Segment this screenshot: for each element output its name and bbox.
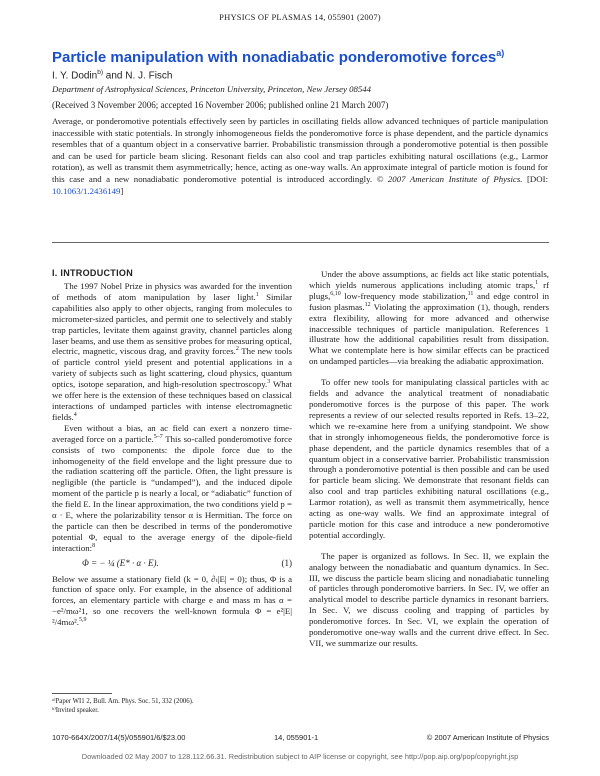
text: Under the above assumptions, ac fields act like static potentials, which yields numerous applications including atomic traps, xyxy=(309,269,549,290)
paragraph: To offer new tools for manipulating classical particles with ac fields and advance the analytical treatment of nonadiabatic ponderomotive forces is the purpose of this paper. The work represents a review of our selected results reported in Refs. 13–22, which we re-examine here from a unifying standpoint. We show that in strongly inhomogeneous fields, the ponderomotive force is phase dependent, and the particle dynamics resembles that of a quantum object in a conservative barrier. Probabilistic transmission through a ponderomotive potential is then possible and can be used for particle beam slicing. We demonstrate that resonant fields can also cool and trap particles exhibiting natural oscillations (e.g., Larmor rotation), as well as transmit them asymmetrically, hence acting as one-way walls. We find an approximate integral of particle motion for this case and introduce a new ponderomotive potential accordingly. xyxy=(309,377,549,540)
text: Even without a bias, an ac field can exert a nonzero time-averaged force on a particle. xyxy=(52,422,292,444)
doi-suffix: ] xyxy=(120,185,124,196)
text: Violating the approximation (1), though, renders extra flexibility, allowing for more advanced and otherwise inaccessible techniques of particle manipulation. References 1 illustrate how the additional capabilities result from dissipation. What we contemplate here is how similar effects can be practiced on undamped particles—via breaking the adiabatic approximation. xyxy=(309,301,549,367)
paragraph xyxy=(52,423,292,554)
ref[interactable]: 11 xyxy=(467,290,474,297)
equation-number: (1) xyxy=(281,557,292,568)
paragraph xyxy=(309,269,549,367)
paragraph xyxy=(52,574,292,629)
affiliation: Department of Astrophysical Sciences, Princeton University, Princeton, New Jersey 08544 xyxy=(52,84,372,94)
paragraph: The paper is organized as follows. In Sec. II, we explain the analogy between the nonadiabatic and quantum dynamics. In Sec. III, we discuss the particle beam slicing and nonadiabatic tunneling of particles through ponderomotive barriers. In Sec. IV, we offer an analytical model to describe particle dynamics in resonant barriers. In Sec. V, we discuss cooling and trapping of particles by ponderomotive forces. In Sec. VI, we explain the operation of ponderomotive one-way walls and the current drive effect. In Sec. VII, we summarize our results. xyxy=(309,550,549,648)
right-column xyxy=(309,269,549,649)
author-1: I. Y. Dodin xyxy=(52,70,98,82)
section-heading: I. INTRODUCTION xyxy=(52,268,133,278)
footnote-divider xyxy=(52,693,112,694)
paragraph xyxy=(52,281,292,423)
text: This so-called ponderomotive force consists of two components: the dipole force due to the inhomogeneity of the field envelope and the light pressure due to the radiation scattering off the particle. Often, the light pressure is negligible (the particle is “undamped”), and the induced dipole moment of the particle p is nearly a local, or “adiabatic” function of the field E. In the linear approximation, the two conditions yield p = α · E, where the polarizability tensor α is Hermitian. The force on the particle can then be described in terms of the ponderomotive potential Φ, equal to the average energy of the dipole-field interaction: xyxy=(52,433,292,553)
footer-copyright: © 2007 American Institute of Physics xyxy=(426,733,549,742)
author-line xyxy=(52,69,173,81)
text: and edge control in fusion plasmas. xyxy=(309,290,549,312)
ref[interactable]: 5–7 xyxy=(153,433,163,440)
title-footnote-mark[interactable]: a) xyxy=(496,48,505,58)
equation-body: Φ = − ¼ (E* · α · E). xyxy=(82,557,159,568)
text: Similar capabilities also apply to other objects, ranging from molecules to micrometer-sized particles, and permit one to selectively and stably trap particles, levitate them against gravity, channel particles along laser beams, and use them as sensitive probes for measuring optical, electric, magnetic, viscous drag, and gravity forces. xyxy=(52,291,292,357)
ref[interactable]: 3 xyxy=(267,379,271,386)
ref[interactable]: 2 xyxy=(235,346,239,353)
ref[interactable]: 6,10 xyxy=(330,290,341,297)
received-dates: (Received 3 November 2006; accepted 16 November 2006; published online 21 March 2007) xyxy=(52,100,389,110)
doi-link[interactable]: 10.1063/1.2436149 xyxy=(52,185,121,196)
ref[interactable]: 1 xyxy=(535,279,539,286)
ref[interactable]: 5,9 xyxy=(78,617,87,624)
author-2: N. J. Fisch xyxy=(125,70,173,82)
text: low-frequency mode stabilization, xyxy=(340,290,468,301)
author-1-note[interactable]: b) xyxy=(97,69,104,76)
ref[interactable]: 1 xyxy=(255,291,259,298)
ref[interactable]: 12 xyxy=(364,301,371,308)
footer-issn: 1070-664X/2007/14(5)/055901/6/$23.00 xyxy=(52,733,186,742)
download-notice: Downloaded 02 May 2007 to 128.112.66.31. Redistribution subject to AIP license or copyright, see http://pop.aip.org/pop/copyright.jsp xyxy=(81,752,519,761)
abstract-text: Average, or ponderomotive potentials effectively seen by particles in oscillating fields allow advanced techniques of particle manipulation inaccessible with static potentials. In strongly inhomogeneous fields the ponderomotive force is phase dependent, and the particle dynamics resembles that of a quantum object in a conservative barrier. Probabilistic transmission through a ponderomotive potential is then possible and can be used for particle beam slicing. Resonant fields can also cool and trap particles exhibiting natural oscillations (e.g., Larmor rotation), as well as transmit them asymmetrically; hence, acting as one-way walls. An approximate integral of particle motion is found for this case and a new nonadiabatic ponderomotive potential is introduced accordingly. xyxy=(52,116,548,184)
text: rf plugs, xyxy=(309,279,549,301)
left-column xyxy=(52,281,292,628)
ref[interactable]: 8 xyxy=(92,542,96,549)
abstract-divider xyxy=(52,242,549,243)
abstract xyxy=(52,116,548,197)
text: What we offer here is the extension of these techniques based on classical interactions of undamped particles with intense electromagnetic fields. xyxy=(52,379,292,422)
author-conjunction: and xyxy=(105,70,123,82)
text: Below we assume a stationary field (k = 0, ∂ₜ|E| = 0); thus, Φ is a function of space only. For example, in the absence of additional forces, an elementary particle with charge e and mass m has α = −e²/mω²1, so one recovers the well-known formula Φ = e²|E|²/4mω². xyxy=(52,573,292,628)
footer-page-number: 14, 055901-1 xyxy=(274,733,319,742)
text: The new tools of particle control yield present and potential applications in a variety of subjects such as light scattering, cloud physics, quantum optics, isotope separation, and high-resolution spectroscopy. xyxy=(52,346,292,390)
text: The 1997 Nobel Prize in physics was awarded for the invention of methods of atom manipulation by laser light. xyxy=(52,281,292,302)
running-head: PHYSICS OF PLASMAS 14, 055901 (2007) xyxy=(219,12,381,22)
abstract-copyright: © 2007 American Institute of Physics. xyxy=(376,173,523,184)
footnote-a: ᵃ⁾Paper WI1 2, Bull. Am. Phys. Soc. 51, 332 (2006). xyxy=(52,698,194,705)
ref[interactable]: 4 xyxy=(73,411,77,418)
paper-title xyxy=(52,48,552,66)
equation-1 xyxy=(52,554,292,574)
footnote-b: ᵇ⁾Invited speaker. xyxy=(52,707,99,714)
doi-prefix: [DOI: xyxy=(527,173,549,184)
paper-title-text: Particle manipulation with nonadiabatic ponderomotive forces xyxy=(52,49,497,66)
